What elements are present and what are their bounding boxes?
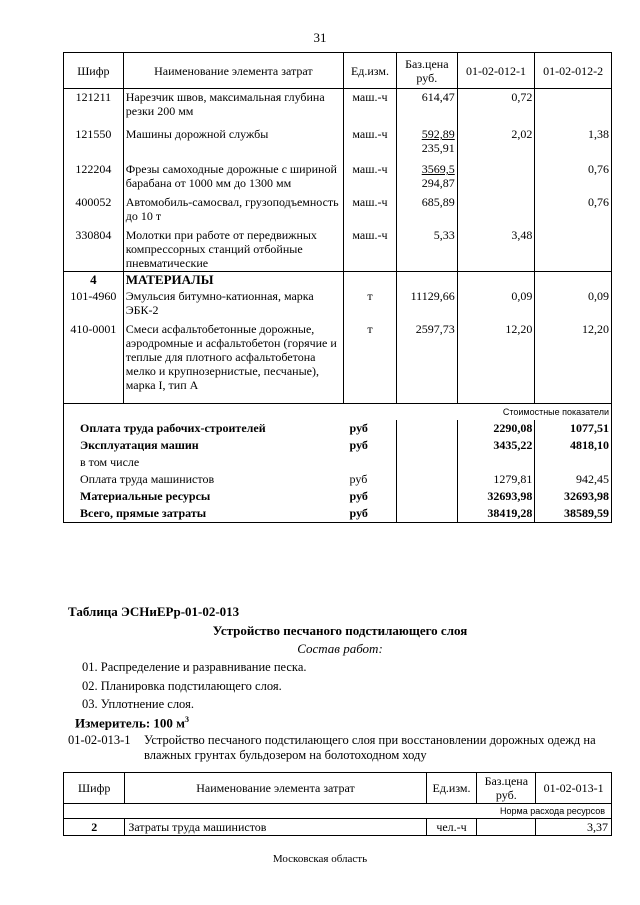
cell-code: 410-0001 [64,321,124,404]
cell-empty [396,272,457,289]
cell-v2: 0,76 [535,161,612,194]
section-row-materials [64,272,612,289]
table-header-row [64,53,612,89]
item-code: 01-02-013-1 [68,733,131,747]
header-name: Наименование элемента затрат [123,53,343,89]
section-title: МАТЕРИАЛЫ [123,272,343,289]
cell-empty [344,272,397,289]
header-col1: 01-02-013-1 [536,773,612,804]
cell-name: Фрезы самоходные дорожные с шириной барабана от 1000 мм до 1300 мм [123,161,343,194]
summary-v1: 3435,22 [457,437,535,454]
cell-unit: маш.-ч [344,161,397,194]
cost-caption-row [64,404,612,421]
summary-v1: 32693,98 [457,488,535,505]
cell-v1: 0,72 [457,89,535,127]
cell-v1 [457,194,535,227]
item-text-line: влажных грунтах бульдозером на болотоходном ходу [144,748,427,762]
norm-caption: Норма расхода ресурсов [64,804,612,819]
header-col2: 01-02-012-2 [535,53,612,89]
cell-name: Молотки при работе от передвижных компрессорных станций отбойные пневматические [123,227,343,272]
summary-row [64,505,612,523]
cost-caption: Стоимостные показатели [64,404,612,421]
summary-row [64,454,612,471]
work-item: 02. Планировка подстилающего слоя. [82,679,282,693]
cell-empty [535,272,612,289]
cell-price: 2597,73 [396,321,457,404]
resource-table-01-02-013 [63,772,612,836]
summary-row [64,488,612,505]
summary-row [64,471,612,488]
table-row [64,126,612,161]
summary-label: в том числе [64,454,344,471]
item-description [144,733,614,763]
cell-price [477,819,536,836]
summary-label: Материальные ресурсы [64,488,344,505]
table-row [64,288,612,321]
cell-price: 5,33 [396,227,457,272]
summary-v1 [457,454,535,471]
price-value-2: 294,87 [421,176,455,190]
header-unit: Ед.изм. [426,773,477,804]
summary-unit [344,454,397,471]
cell-v2: 12,20 [535,321,612,404]
cell-price [396,126,457,161]
cell-unit: маш.-ч [344,227,397,272]
summary-label: Оплата труда машинистов [64,471,344,488]
price-value: 3569,5 [421,162,455,176]
summary-v2: 4818,10 [535,437,612,454]
table-row [64,227,612,272]
cell-unit: т [344,321,397,404]
work-item: 01. Распределение и разравнивание песка. [82,660,307,674]
cell-code: 101-4960 [64,288,124,321]
cell-v1: 12,20 [457,321,535,404]
cell-name: Автомобиль-самосвал, грузоподъемность до 10 т [123,194,343,227]
resource-table-01-02-012 [63,52,612,523]
cell-code: 400052 [64,194,124,227]
summary-v2 [535,454,612,471]
header-col1: 01-02-012-1 [457,53,535,89]
cell-v2: 0,09 [535,288,612,321]
summary-v2: 32693,98 [535,488,612,505]
cell-unit: чел.-ч [426,819,477,836]
price-value-2: 235,91 [421,141,455,155]
cell-unit: маш.-ч [344,89,397,127]
page-number: 31 [313,30,327,45]
works-heading: Состав работ: [297,641,383,656]
cell-code: 121550 [64,126,124,161]
footer-region: Московская область [272,853,368,865]
cell-v1 [457,161,535,194]
cell-v2 [535,227,612,272]
price-value: 592,89 [421,127,455,141]
summary-v2: 942,45 [535,471,612,488]
cell-v2: 0,76 [535,194,612,227]
summary-v1: 38419,28 [457,505,535,523]
section-number: 4 [64,272,124,289]
header-base-price: Баз.цена руб. [396,53,457,89]
summary-label: Всего, прямые затраты [64,505,344,523]
header-base-price: Баз.цена руб. [477,773,536,804]
cell-code: 330804 [64,227,124,272]
cell-price [396,161,457,194]
cell-v2 [535,89,612,127]
cell-v1: 3,37 [536,819,612,836]
cell-price: 614,47 [396,89,457,127]
cell-name: Смеси асфальтобетонные дорожные, аэродромные и асфальтобетон (горячие и теплые для плотного асфальтобетона мелко и крупнозернистые, песчаные), марка I, тип А [123,321,343,404]
cell-code: 121211 [64,89,124,127]
summary-unit: руб [349,489,368,503]
cell-name: Нарезчик швов, максимальная глубина резки 200 мм [123,89,343,127]
norm-caption-row [64,804,612,819]
summary-row [64,420,612,437]
cell-name: Эмульсия битумно-катионная, марка ЭБК-2 [123,288,343,321]
table-row [64,89,612,127]
cell-v1: 0,09 [457,288,535,321]
summary-row [64,437,612,454]
summary-v2: 1077,51 [535,420,612,437]
cell-unit: т [344,288,397,321]
cell-code: 2 [64,819,125,836]
table-row [64,161,612,194]
summary-unit: руб [344,505,397,523]
cell-price: 11129,66 [396,288,457,321]
header-code: Шифр [64,773,125,804]
header-unit: Ед.изм. [344,53,397,89]
summary-unit: руб [349,472,368,486]
work-item: 03. Уплотнение слоя. [82,697,194,711]
summary-unit: руб [349,421,368,435]
cell-unit: маш.-ч [344,194,397,227]
summary-v1: 2290,08 [457,420,535,437]
table-subtitle: Устройство песчаного подстилающего слоя [212,623,468,638]
summary-unit: руб [349,438,368,452]
cell-price: 685,89 [396,194,457,227]
summary-label: Оплата труда рабочих-строителей [64,420,344,437]
table-header-row [64,773,612,804]
measure-unit [75,715,189,731]
measure-label: Измеритель: 100 м [75,715,186,731]
table-title: Таблица ЭСНиЕРр-01-02-013 [68,604,240,619]
header-code: Шифр [64,53,124,89]
cell-v1: 2,02 [457,126,535,161]
header-name: Наименование элемента затрат [125,773,426,804]
item-text-line: Устройство песчаного подстилающего слоя при восстановлении дорожных одежд на [144,733,596,747]
summary-v1: 1279,81 [457,471,535,488]
table-row [64,321,612,404]
cell-name: Затраты труда машинистов [125,819,426,836]
cell-code: 122204 [64,161,124,194]
cell-v2: 1,38 [535,126,612,161]
table-row [64,194,612,227]
table-row [64,819,612,836]
measure-sup: 3 [185,715,190,724]
summary-v2: 38589,59 [535,505,612,523]
cell-name: Машины дорожной службы [123,126,343,161]
cell-unit: маш.-ч [344,126,397,161]
cell-v1: 3,48 [457,227,535,272]
summary-label: Эксплуатация машин [64,437,344,454]
cell-empty [457,272,535,289]
